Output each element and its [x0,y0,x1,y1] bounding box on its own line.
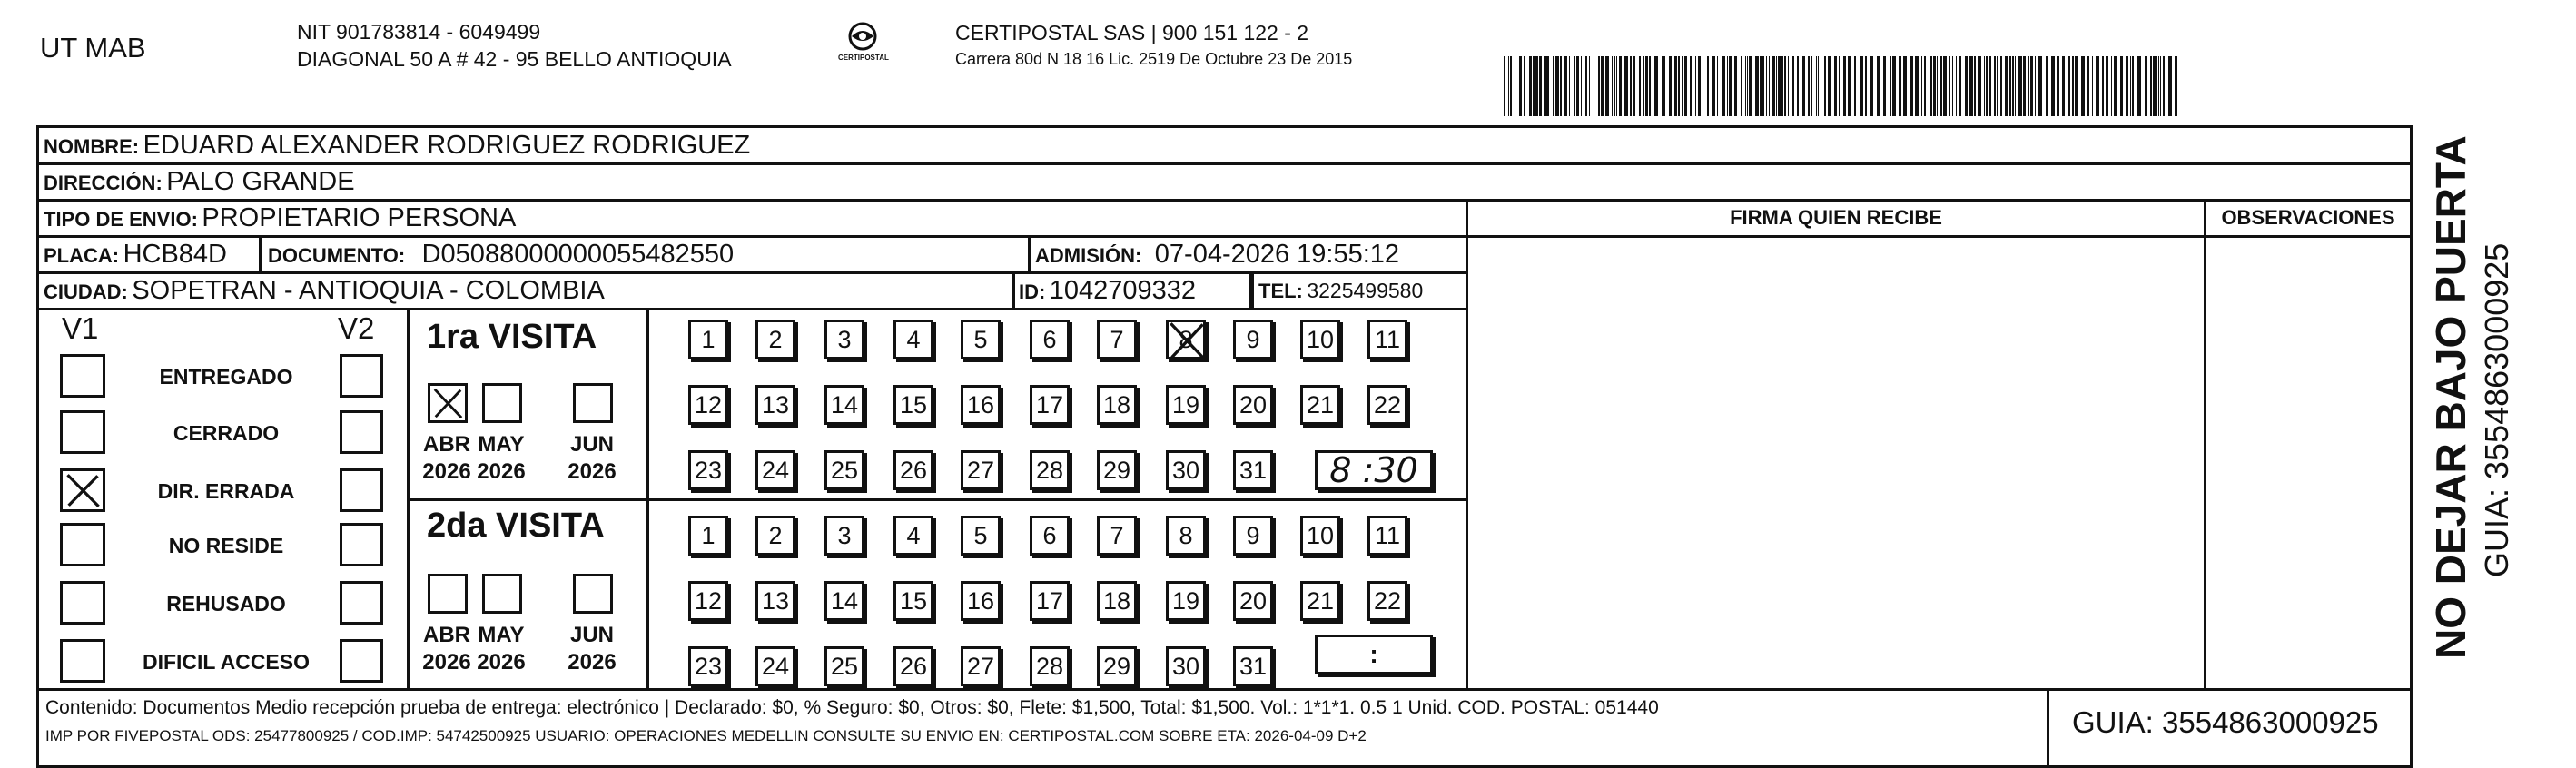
month-year: 2026 [477,459,526,484]
day-box[interactable] [688,385,728,425]
day-box[interactable] [1367,516,1407,556]
day-number: 17 [1035,390,1064,418]
day-number: 4 [906,521,921,549]
status-reason-label: ENTREGADO [159,365,293,389]
day-box[interactable] [1030,581,1070,621]
tipo-row [44,205,516,231]
day-number: 14 [830,390,859,418]
day-box[interactable] [688,646,728,686]
day-number: 5 [973,325,988,353]
day-box[interactable] [893,516,933,556]
status-v2-checkbox[interactable] [340,410,383,454]
day-box[interactable] [824,450,864,490]
nombre-label: NOMBRE: [44,135,140,158]
month-year: 2026 [422,459,471,484]
day-number: 12 [694,390,723,418]
day-box[interactable] [824,320,864,359]
footer-guia: GUIA: 3554863000925 [2072,705,2379,739]
day-box[interactable] [688,516,728,556]
certipostal-logo [834,18,892,69]
day-number: 11 [1374,325,1401,353]
status-reason-label: CERRADO [173,421,280,445]
firma-label: FIRMA QUIEN RECIBE [1730,206,1942,229]
day-box[interactable] [961,646,1001,686]
day-box[interactable] [1030,646,1070,686]
day-number: 31 [1239,456,1268,484]
certipostal-line2: Carrera 80d N 18 16 Lic. 2519 De Octubre 23 De 2015 [955,50,1353,68]
day-box[interactable] [1233,516,1273,556]
status-v2-checkbox[interactable] [340,639,383,683]
day-number: 18 [1102,586,1131,615]
day-box[interactable] [893,320,933,359]
day-number: 7 [1110,521,1124,549]
status-v1-checkbox[interactable] [60,410,105,454]
day-box[interactable] [755,385,795,425]
signature-area[interactable] [1468,238,2204,688]
id-value: 1042709332 [1049,276,1197,305]
day-number: 25 [830,456,859,484]
day-box[interactable] [1166,646,1206,686]
month-label: JUN [569,432,614,457]
day-box[interactable] [1300,385,1340,425]
status-v1-checkbox[interactable] [60,639,105,683]
logo-text: CERTIPOSTAL [838,54,889,62]
placa-field [44,241,227,268]
visit2-time-box[interactable] [1315,635,1433,674]
day-box[interactable] [1233,320,1273,359]
status-v2-checkbox[interactable] [340,354,383,398]
month-checkbox[interactable] [573,574,613,614]
month-checkbox[interactable] [428,383,468,423]
day-box[interactable] [1233,450,1273,490]
ciudad-value: SOPETRAN - ANTIOQUIA - COLOMBIA [132,276,605,305]
month-year: 2026 [422,650,471,674]
day-number: 17 [1035,586,1064,615]
status-v2-checkbox[interactable] [340,523,383,566]
tipo-label: TIPO DE ENVIO: [44,208,198,231]
documento-field [268,241,734,268]
day-number: 10 [1306,521,1335,549]
day-box[interactable] [688,581,728,621]
nombre-value: EDUARD ALEXANDER RODRIGUEZ RODRIGUEZ [143,131,751,160]
tel-label: TEL: [1258,280,1303,302]
certipostal-line1: CERTIPOSTAL SAS | 900 151 122 - 2 [955,21,1309,44]
day-number: 13 [761,390,790,418]
day-box[interactable] [1166,450,1206,490]
documento-label: DOCUMENTO: [268,244,406,267]
address-line: DIAGONAL 50 A # 42 - 95 BELLO ANTIOQUIA [297,47,732,71]
day-box[interactable] [893,581,933,621]
direccion-label: DIRECCIÓN: [44,172,163,194]
day-box[interactable] [961,450,1001,490]
day-number: 12 [694,586,723,615]
contenido-line: Contenido: Documentos Medio recepción prueba de entrega: electrónico | Declarado: $0, % Seguro: $0, Otros: $0, Flete: $1,500, Total: $1,500. Vol.: 1*1*1. 0.5 1 Unid. COD. POSTAL: 051440 [45,697,1659,718]
id-field [1019,278,1196,304]
day-box[interactable] [755,581,795,621]
day-box[interactable] [1097,581,1137,621]
day-number: 9 [1246,325,1260,353]
nit-line: NIT 901783814 - 6049499 [297,20,541,44]
day-box[interactable] [1030,450,1070,490]
placa-label: PLACA: [44,244,120,267]
observaciones-label: OBSERVACIONES [2221,206,2395,229]
day-box[interactable] [1030,516,1070,556]
tel-value: 3225499580 [1307,279,1424,302]
v2-header: V2 [338,311,375,345]
day-box[interactable] [688,450,728,490]
month-year: 2026 [568,650,617,674]
day-box[interactable] [961,320,1001,359]
documento-value: D05088000000055482550 [421,240,735,269]
day-number: 8 [1179,325,1193,353]
day-number: 6 [1042,325,1057,353]
status-v1-checkbox[interactable] [60,523,105,566]
observaciones-area[interactable] [2206,238,2410,688]
day-number: 24 [761,456,790,484]
day-box[interactable] [1030,320,1070,359]
day-box[interactable] [755,450,795,490]
day-number: 19 [1171,390,1200,418]
day-box[interactable] [824,516,864,556]
day-number: 23 [694,456,723,484]
day-number: 7 [1110,325,1124,353]
day-box[interactable] [1233,581,1273,621]
side-guia: GUIA: 3554863000925 [2478,242,2515,577]
day-box[interactable] [1233,385,1273,425]
day-number: 18 [1102,390,1131,418]
month-label: MAY [478,623,525,647]
tel-field [1258,281,1423,301]
tipo-value: PROPIETARIO PERSONA [202,203,517,232]
day-box[interactable] [1367,320,1407,359]
month-label: ABR [423,432,470,457]
day-number: 24 [761,652,790,680]
day-box[interactable] [961,581,1001,621]
placa-value: HCB84D [123,240,227,269]
day-number: 30 [1171,652,1200,680]
day-number: 5 [973,521,988,549]
day-number: 4 [906,325,921,353]
v1-header: V1 [62,311,99,345]
day-box[interactable] [1097,450,1137,490]
visit2-time: : [1369,640,1378,668]
month-label: ABR [423,623,470,647]
day-number: 27 [966,456,995,484]
day-box[interactable] [1097,320,1137,359]
admision-value: 07-04-2026 19:55:12 [1154,240,1400,269]
day-box[interactable] [755,516,795,556]
day-number: 3 [837,325,852,353]
day-box[interactable] [824,385,864,425]
day-box[interactable] [1166,385,1206,425]
month-checkbox[interactable] [482,383,522,423]
day-number: 22 [1373,390,1402,418]
day-number: 23 [694,652,723,680]
day-number: 13 [761,586,790,615]
ciudad-field [44,278,605,304]
ciudad-label: CIUDAD: [44,281,128,303]
no-dejar-bajo-puerta: NO DEJAR BAJO PUERTA [2427,135,2474,659]
day-box[interactable] [1097,516,1137,556]
status-v2-checkbox[interactable] [340,468,383,512]
day-number: 1 [701,521,716,549]
day-box[interactable] [755,320,795,359]
day-number: 15 [899,390,928,418]
day-number: 28 [1035,652,1064,680]
day-number: 29 [1102,456,1131,484]
month-label: JUN [569,623,614,647]
day-box[interactable] [1097,646,1137,686]
day-number: 1 [701,325,716,353]
day-number: 27 [966,652,995,680]
day-box[interactable] [824,581,864,621]
day-number: 2 [768,325,783,353]
day-number: 15 [899,586,928,615]
day-box[interactable] [1166,516,1206,556]
day-number: 20 [1239,586,1268,615]
day-number: 21 [1306,586,1335,615]
visit2-title: 2da VISITA [427,507,605,545]
day-box[interactable] [893,646,933,686]
day-number: 8 [1179,521,1193,549]
month-checkbox[interactable] [428,574,468,614]
day-box[interactable] [961,516,1001,556]
day-number: 16 [966,586,995,615]
visit1-time-box[interactable] [1315,450,1433,490]
day-box[interactable] [755,646,795,686]
admision-field [1035,241,1399,268]
status-v1-checkbox[interactable] [60,581,105,625]
day-number: 25 [830,652,859,680]
direccion-value: PALO GRANDE [166,167,355,196]
day-number: 3 [837,521,852,549]
day-box[interactable] [1030,385,1070,425]
day-number: 14 [830,586,859,615]
day-number: 22 [1373,586,1402,615]
month-checkbox[interactable] [482,574,522,614]
status-v2-checkbox[interactable] [340,581,383,625]
day-box[interactable] [1166,320,1206,359]
day-number: 21 [1306,390,1335,418]
status-reason-label: REHUSADO [166,592,286,615]
day-box[interactable] [1300,516,1340,556]
status-reason-label: NO RESIDE [168,534,284,557]
day-box[interactable] [1300,320,1340,359]
day-box[interactable] [824,646,864,686]
month-year: 2026 [477,650,526,674]
day-number: 31 [1239,652,1268,680]
month-label: MAY [478,432,525,457]
day-box[interactable] [893,385,933,425]
day-number: 26 [899,652,928,680]
day-number: 11 [1374,521,1401,549]
day-number: 16 [966,390,995,418]
company-name: UT MAB [40,32,146,64]
visit1-title: 1ra VISITA [427,318,597,356]
day-box[interactable] [1367,385,1407,425]
day-number: 9 [1246,521,1260,549]
status-reason-label: DIR. ERRADA [157,479,295,503]
day-box[interactable] [961,385,1001,425]
imp-line: IMP POR FIVEPOSTAL ODS: 25477800925 / COD.IMP: 54742500925 USUARIO: OPERACIONES MEDELLIN CONSULTE SU ENVIO EN: CERTIPOSTAL.COM SOBRE ETA: 2026-04-09 D+2 [45,727,1367,744]
status-reason-label: DIFICIL ACCESO [142,650,310,674]
visit1-time: 8 :30 [1329,450,1418,490]
month-checkbox[interactable] [573,383,613,423]
barcode [1504,56,2179,116]
month-year: 2026 [568,459,617,484]
day-number: 28 [1035,456,1064,484]
day-box[interactable] [1097,385,1137,425]
day-number: 19 [1171,586,1200,615]
day-box[interactable] [688,320,728,359]
direccion-row [44,169,355,195]
nombre-row [44,133,750,159]
day-number: 29 [1102,652,1131,680]
day-box[interactable] [1367,581,1407,621]
status-v1-checkbox[interactable] [60,354,105,398]
day-number: 2 [768,521,783,549]
day-number: 6 [1042,521,1057,549]
id-label: ID: [1019,281,1046,303]
admision-label: ADMISIÓN: [1035,244,1142,267]
day-box[interactable] [1300,581,1340,621]
day-number: 20 [1239,390,1268,418]
day-number: 10 [1306,325,1335,353]
day-number: 26 [899,456,928,484]
status-v1-checkbox[interactable] [60,468,105,512]
day-box[interactable] [1233,646,1273,686]
day-number: 30 [1171,456,1200,484]
day-box[interactable] [1166,581,1206,621]
day-box[interactable] [893,450,933,490]
